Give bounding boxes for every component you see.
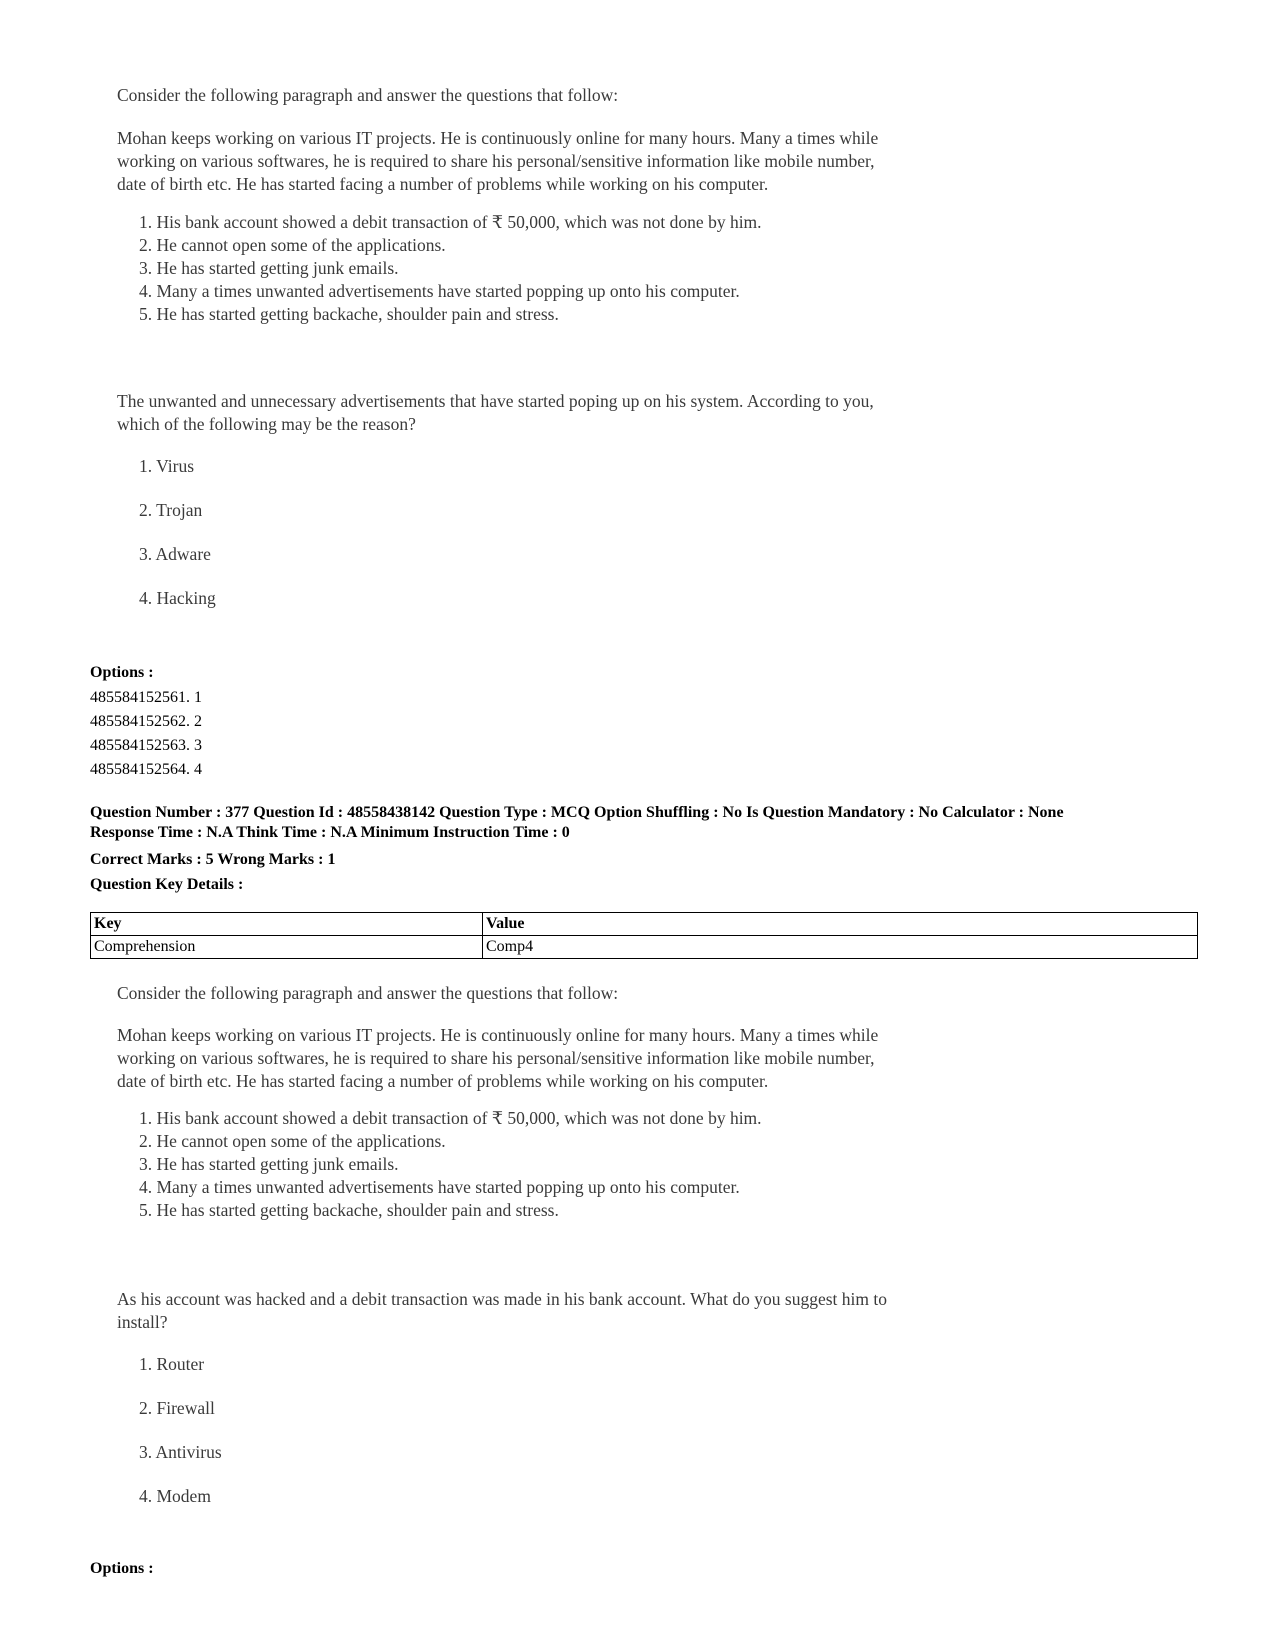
options-label: Options : (90, 664, 154, 681)
question-line: which of the following may be the reason? (117, 414, 416, 434)
problem-item: 2. He cannot open some of the applications. (139, 1131, 446, 1151)
paragraph-line: Mohan keeps working on various IT projects. He is continuously online for many hours. Many a times while (117, 128, 879, 148)
paragraph-line: working on various softwares, he is required to share his personal/sensitive information like mobile number, (117, 151, 875, 171)
passage-2-paragraph (117, 1024, 997, 1093)
passage-2-problems (139, 1107, 1019, 1222)
question-line: install? (117, 1312, 168, 1332)
passage-2-choices (139, 1353, 1019, 1508)
problem-item: 5. He has started getting backache, shoulder pain and stress. (139, 1200, 559, 1220)
table-header-value: Value (483, 913, 1198, 936)
options-label: Options : (90, 1560, 154, 1577)
option-item: 485584152562. 2 (90, 713, 202, 730)
question-meta (90, 803, 1200, 843)
paragraph-line: date of birth etc. He has started facing a number of problems while working on his computer. (117, 1071, 769, 1091)
option-item: 485584152563. 3 (90, 737, 202, 754)
paragraph-line: date of birth etc. He has started facing a number of problems while working on his computer. (117, 174, 769, 194)
problem-item: 2. He cannot open some of the applications. (139, 235, 446, 255)
problem-item: 3. He has started getting junk emails. (139, 258, 399, 278)
option-item: 485584152564. 4 (90, 761, 202, 778)
problem-item: 1. His bank account showed a debit transaction of ₹ 50,000, which was not done by him. (139, 1108, 762, 1128)
problem-item: 3. He has started getting junk emails. (139, 1154, 399, 1174)
question-line: The unwanted and unnecessary advertisements that have started poping up on his system. According to you, (117, 391, 874, 411)
choice-item: 4. Hacking (139, 588, 216, 608)
passage-1-question (117, 390, 997, 436)
question-line: As his account was hacked and a debit transaction was made in his bank account. What do you suggest him to (117, 1289, 887, 1309)
choice-item: 2. Trojan (139, 500, 203, 520)
choice-item: 1. Virus (139, 456, 195, 476)
passage-2-question (117, 1288, 997, 1334)
key-details-table (90, 912, 1198, 959)
choice-item: 3. Adware (139, 544, 211, 564)
table-header-row (91, 913, 1198, 936)
passage-1-problems (139, 211, 1019, 326)
passage-1-choices (139, 455, 1019, 610)
table-header-key: Key (91, 913, 483, 936)
key-details-label: Question Key Details : (90, 876, 244, 893)
passage-1-intro (117, 84, 997, 107)
passage-1-paragraph (117, 127, 997, 196)
table-row (91, 936, 1198, 959)
paragraph-line: Mohan keeps working on various IT projects. He is continuously online for many hours. Many a times while (117, 1025, 879, 1045)
passage-intro: Consider the following paragraph and answer the questions that follow: (117, 983, 619, 1003)
question-meta-line2: Response Time : N.A Think Time : N.A Minimum Instruction Time : 0 (90, 824, 570, 841)
passage-intro: Consider the following paragraph and answer the questions that follow: (117, 85, 619, 105)
choice-item: 1. Router (139, 1354, 205, 1374)
table-cell-key: Comprehension (91, 936, 483, 959)
problem-item: 4. Many a times unwanted advertisements have started popping up onto his computer. (139, 1177, 740, 1197)
options-list (90, 686, 202, 782)
choice-item: 2. Firewall (139, 1398, 215, 1418)
option-item: 485584152561. 1 (90, 689, 202, 706)
table-cell-value: Comp4 (483, 936, 1198, 959)
passage-2-intro (117, 982, 997, 1005)
problem-item: 5. He has started getting backache, shoulder pain and stress. (139, 304, 559, 324)
choice-item: 4. Modem (139, 1486, 211, 1506)
problem-item: 1. His bank account showed a debit transaction of ₹ 50,000, which was not done by him. (139, 212, 762, 232)
paragraph-line: working on various softwares, he is required to share his personal/sensitive information like mobile number, (117, 1048, 875, 1068)
choice-item: 3. Antivirus (139, 1442, 222, 1462)
marks-line: Correct Marks : 5 Wrong Marks : 1 (90, 851, 336, 868)
problem-item: 4. Many a times unwanted advertisements have started popping up onto his computer. (139, 281, 740, 301)
question-meta-line1: Question Number : 377 Question Id : 48558438142 Question Type : MCQ Option Shuffling : No Is Question Mandatory : No Calculator : None (90, 804, 1064, 821)
